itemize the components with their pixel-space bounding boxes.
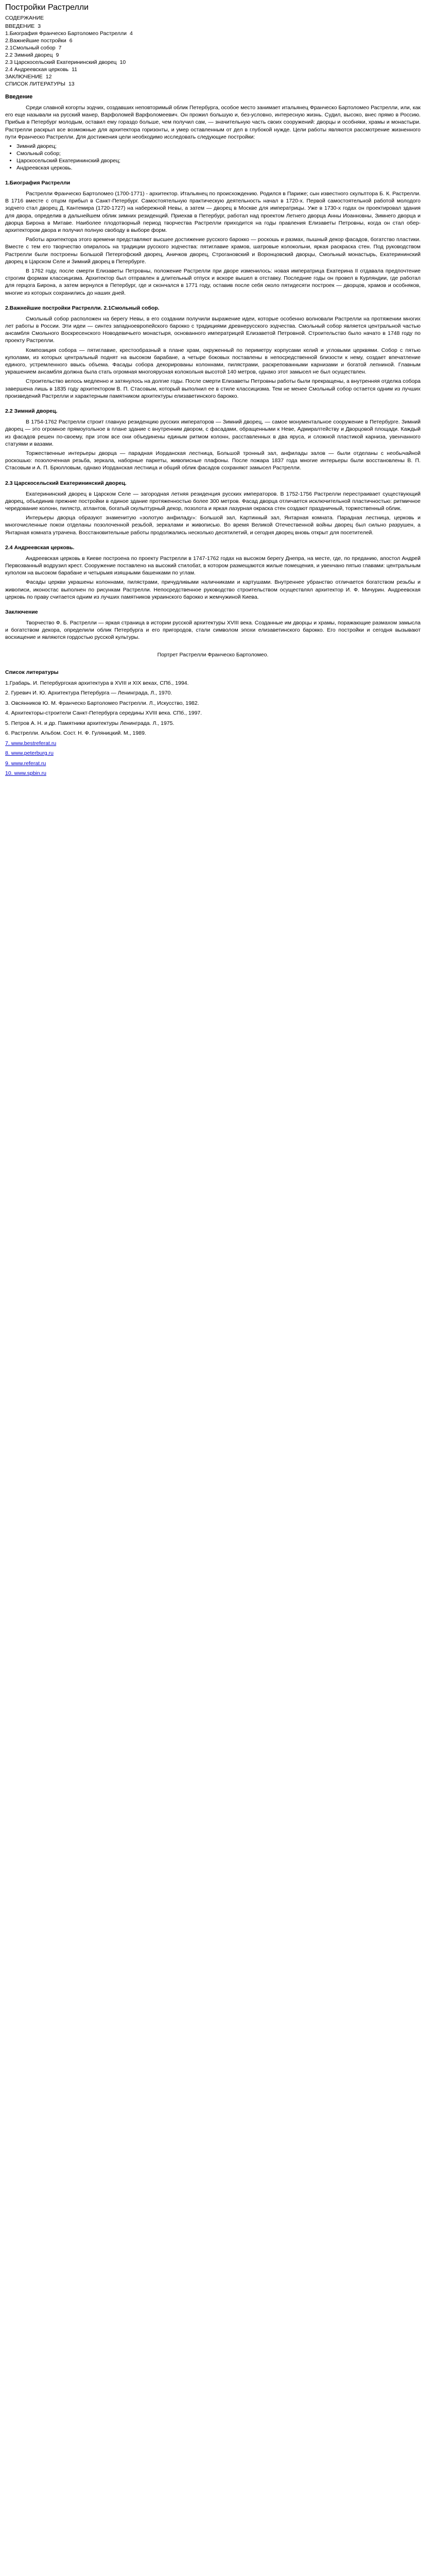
literature-link[interactable]: 7. www.bestreferat.ru bbox=[5, 740, 57, 747]
paragraph: Смольный собор расположен на берегу Невы, в его создании получили выражение идеи, которые особенно волновали Растрелли на протяжении многих лет работы в России. Эти идеи — синтез западноевропейского барокко с традициями древнерусского зодчества. Смольный собор является центральной частью ансамбля Смольного Воскресенского Новодевичьего монастыря, основанного императрицей Елизаветой Петровной. Строительство было начато в 1748 году по проекту Растрелли. bbox=[5, 315, 421, 344]
paragraph: Композиция собора — пятиглавие, крестообразный в плане храм, окруженный по периметру корпусами келий и угловыми церквями. Собор с пятью куполами, из которых центральный поднят на высоком барабане, а четыре боковых поставлены в непосредственной близости к нему, создает впечатление единого, устремленного ввысь объема. Фасады собора декорированы колоннами, пилястрами, раскрепованными карнизами и богатой лепниной. Главным украшением ансамбля должна была стать огромная многоярусная колокольня высотой 140 метров, однако этот замысел не был осуществлен. bbox=[5, 347, 421, 376]
list-item: • Андреевская церковь. bbox=[16, 164, 421, 172]
toc-item-label: ВВЕДЕНИЕ bbox=[5, 23, 35, 29]
section-heading-intro: Введение bbox=[5, 94, 33, 100]
toc-item[interactable] bbox=[5, 59, 421, 66]
document-page bbox=[0, 0, 426, 785]
page-title: Постройки Растрелли bbox=[5, 3, 89, 12]
section-heading-conclusion: Заключение bbox=[5, 608, 38, 615]
literature-item: 3. Овсянников Ю. М. Франческо Бартоломео Растрелли. Л., Искусство, 1982. bbox=[5, 700, 199, 706]
section-heading-winter-palace: 2.2 Зимний дворец. bbox=[5, 408, 58, 415]
intro-body bbox=[5, 104, 421, 141]
conclusion-body bbox=[5, 619, 421, 641]
toc-item[interactable] bbox=[5, 44, 421, 52]
section-heading-st-andrew-church: 2.4 Андреевская церковь. bbox=[5, 544, 75, 551]
literature-item: 5. Петров А. Н. и др. Памятники архитектуры Ленинграда. Л., 1975. bbox=[5, 720, 175, 726]
list-item: • Царскосельский Екатерининский дворец; bbox=[16, 157, 421, 164]
toc-item-page: 13 bbox=[68, 81, 75, 87]
literature-item: 4. Архитекторы-строители Санкт-Петербурга середины XVIII века. СПб., 1997. bbox=[5, 710, 202, 717]
heading-part: 2.1Смольный собор. bbox=[103, 304, 160, 311]
paragraph: Растрелли Франческо Бартоломео (1700-1771) - архитектор. Итальянец по происхождению. Родился в Париже; сын известного скульптора Б. К. Растрелли. В 1716 вместе с отцом прибыл в Санкт-Петербург. Самостоятельную практическую деятельность начал в 1720-х. Первой самостоятельной работой молодого зодчего стал дворец Д. Кантемира (1720-1727) на набережной Невы, а затем — дворец в Москве для императрицы. Уже в 1730-х годах он проектировал здания для двора, определив в дальнейшем облик зимних резиденций. Приехав в Петербург, работал над проектом Летнего дворца Анны Иоанновны, Зимнего дворца и дворца Бирона в Митаве. Наиболее плодотворный период творчества Растрелли приходится на годы правления Елизаветы Петровны, когда он стал обер-архитектором двора и получил полную свободу в выборе форм. bbox=[5, 191, 421, 234]
list-item: • Смольный собор; bbox=[16, 150, 421, 157]
paragraph: В 1762 году, после смерти Елизаветы Петровны, положение Растрелли при дворе изменилось: новая императрица Екатерина II отдавала предпочтение строгим формам классицизма. Архитектор был отправлен в длительный отпуск и вскоре вышел в отставку. Последние годы он провел в Курляндии, где работал для герцога Бирона, а затем вернулся в Петербург, где и скончался в 1771 году, оставив после себя около пятидесяти построек — дворцов, храмов и особняков, многие из которых сохранились до наших дней. bbox=[5, 268, 421, 296]
toc-item-label: 2.3 Царскосельский Екатерининский дворец bbox=[5, 59, 117, 65]
toc-item-page: 10 bbox=[119, 59, 126, 65]
toc-item[interactable] bbox=[5, 80, 421, 88]
toc-item-page: 11 bbox=[72, 66, 78, 73]
portrait-caption: Портрет Растрелли Франческо Бартоломео. bbox=[157, 651, 269, 658]
paragraph: Екатерининский дворец в Царском Селе — загородная летняя резиденция русских императоров. В 1752-1756 Растрелли перестраивает существующий дворец, объединив прежние постройки в единое здание протяженностью более 300 метров. Фасад дворца отличается исключительной пластичностью: ритмичное чередование колонн, пилястр, атлантов, богатый скульптурный декор, позолота и яркая лазурная окраска стен создают праздничный, торжественный облик. bbox=[5, 490, 421, 512]
literature-item: 6. Растрелли. Альбом. Сост. Н. Ф. Гуляницкий. М., 1989. bbox=[5, 730, 146, 737]
toc-item-label: 2.Важнейшие постройки bbox=[5, 38, 66, 44]
literature-list bbox=[5, 680, 421, 777]
paragraph: Работы архитектора этого времени представляют высшее достижение русского барокко — роскошь и размах, пышный декор фасадов, богатство пластики. Вместе с тем его творчество опиралось на традиции русского зодчества: пятиглавие храмов, шатровые колокольни, яркая раскраска стен. Под руководством Растрелли были построены Большой Петергофский дворец, Аничков дворец, Строгановский и Воронцовский дворцы, Смольный монастырь, Екатерининский дворец в Царском Селе и Зимний дворец в Петербурге. bbox=[5, 236, 421, 265]
toc-heading: СОДЕРЖАНИЕ bbox=[5, 15, 44, 21]
toc-item-page: 3 bbox=[38, 23, 41, 29]
paragraph: Торжественные интерьеры дворца — парадная Иорданская лестница, Большой тронный зал, анфилады залов — были отделаны с необычайной роскошью: позолоченная резьба, зеркала, наборные паркеты, живописные плафоны. После пожара 1837 года многие интерьеры были восстановлены В. П. Стасовым и А. П. Брюлловым, однако Иорданская лестница и общий облик фасадов сохраняют замысел Растрелли. bbox=[5, 450, 421, 471]
paragraph: Среди славной когорты зодчих, создавших неповторимый облик Петербурга, особое место занимает итальянец Франческо Бартоломео Растрелли, или, как его еще называли на русский манер, Варфоломей Варфоломеевич. Он прожил большую и, без-условно, интересную жизнь. Судил, высоко, внес прямо в Россию. Прибыв в Петербург молодым, оставил ему гораздо больше, чем получил сам, — значительную часть своих сооружений: дворцы и особняки, храмы и монастыри. Растрелли раскрыл все возможные для архитектора горизонты, и умер оставленным от дел в глубокой нужде. Цели работы являются рассмотрение жизненного пути Франческо Растрелли. Для достижения цели необходимо исследовать следующие постройки: bbox=[5, 105, 421, 140]
toc-item[interactable] bbox=[5, 52, 421, 59]
toc-item-page: 4 bbox=[130, 30, 133, 37]
biography-body bbox=[5, 190, 421, 297]
paragraph: Андреевская церковь в Киеве построена по проекту Растрелли в 1747-1762 годах на высоком берегу Днепра, на месте, где, по преданию, апостол Андрей Первозванный водрузил крест. Сооружение поставлено на высокий стилобат, в котором размещаются жилые помещения, и увенчано пятью главами: центральным куполом на высоком барабане и четырьмя изящными башенками по углам. bbox=[5, 555, 421, 577]
toc-item-page: 6 bbox=[69, 38, 73, 44]
toc-item-label: 2.2 Зимний дворец bbox=[5, 52, 53, 58]
toc-item-page: 9 bbox=[56, 52, 59, 58]
toc-item-label: 1.Биография Франческо Бартоломео Растрелли bbox=[5, 30, 127, 37]
toc-item[interactable] bbox=[5, 66, 421, 73]
literature-link[interactable]: 10. www.spbin.ru bbox=[5, 770, 46, 777]
bullet-list bbox=[5, 143, 421, 172]
list-item: • Зимний дворец; bbox=[16, 143, 421, 150]
toc-item[interactable] bbox=[5, 23, 421, 30]
literature-item: 1.Грабарь. И. Петербургская архитектура в XVIII и XIX веках, СПб., 1994. bbox=[5, 680, 189, 686]
paragraph: Фасады церкви украшены колоннами, пилястрами, причудливыми наличниками и картушами. Внутреннее убранство отличается богатством резьбы и живописи, иконостас выполнен по рисункам Растрелли. Непосредственное руководство строительством осуществлял архитектор И. Ф. Мичурин. Андреевская церковь по праву считается одним из лучших памятников украинского барокко и жемчужиной Киева. bbox=[5, 579, 421, 600]
paragraph: Интерьеры дворца образуют знаменитую «золотую анфиладу»: Большой зал, Картинный зал, Янтарная комната. Парадная лестница, церковь и многочисленные покои отделаны позолоченной резьбой, зеркалами и живописью. Во время Великой Отечественной войны дворец был сильно разрушен, а Янтарная комната утрачена. Восстановительные работы продолжались несколько десятилетий, и сегодня дворец вновь открыт для посетителей. bbox=[5, 515, 421, 536]
toc-item-label: СПИСОК ЛИТЕРАТУРЫ bbox=[5, 81, 65, 87]
section-heading-biography: 1.Биография Растрелли bbox=[5, 180, 71, 187]
toc-list bbox=[5, 23, 421, 88]
winter-palace-body bbox=[5, 418, 421, 471]
paragraph: В 1754-1762 Растрелли строит главную резиденцию русских императоров — Зимний дворец, — самое монументальное сооружение в Петербурге. Зимний дворец — это огромное прямоугольное в плане здание с внутренним двором, с фасадами, обращенными к Неве, Адмиралтейству и Дворцовой площади. Каждый из фасадов решен по-своему, при этом все они объединены единым ритмом колонн, расставленных в два яруса, и сложной пластикой карниза, увенчанного статуями и вазами. bbox=[5, 419, 421, 447]
catherine-palace-body bbox=[5, 490, 421, 536]
toc-item-label: 2.4 Андреевская церковь bbox=[5, 66, 69, 73]
st-andrew-church-body bbox=[5, 555, 421, 601]
toc-item[interactable] bbox=[5, 37, 421, 44]
toc-item[interactable] bbox=[5, 73, 421, 80]
toc-item-label: ЗАКЛЮЧЕНИЕ bbox=[5, 74, 43, 80]
section-heading-literature: Список литературы bbox=[5, 669, 59, 675]
toc-item-label: 2.1Смольный собор bbox=[5, 45, 56, 51]
heading-part: 2.Важнейшие постройки Растрелли. bbox=[5, 304, 102, 311]
section-heading-catherine-palace: 2.3 Царскосельский Екатерининский дворец. bbox=[5, 480, 127, 486]
paragraph: Строительство велось медленно и затянулось на долгие годы. После смерти Елизаветы Петровны работы были прекращены, а внутренняя отделка собора завершена лишь в 1835 году архитектором В. П. Стасовым, который выполнил ее в стиле классицизма. Тем не менее Смольный собор остается одним из лучших произведений Растрелли и характерным памятником архитектуры елизаветинского барокко. bbox=[5, 378, 421, 399]
literature-item: 2. Гуревич И. Ю. Архитектура Петербурга — Ленинграда, Л., 1970. bbox=[5, 690, 172, 697]
toc-item-page: 7 bbox=[58, 45, 62, 51]
toc-item[interactable] bbox=[5, 30, 421, 37]
paragraph: Творчество Ф. Б. Растрелли — яркая страница в истории русской архитектуры XVIII века. Созданные им дворцы и храмы, поражающие размахом замысла и богатством декора, определили облик Петербурга и его пригородов, стали символом эпохи елизаветинского барокко. Его постройки и сегодня вызывают восхищение и являются гордостью русской культуры. bbox=[5, 619, 421, 641]
smolny-body bbox=[5, 315, 421, 400]
toc-item-page: 12 bbox=[45, 74, 52, 80]
literature-link[interactable]: 9. www.referat.ru bbox=[5, 760, 46, 767]
table-of-contents bbox=[5, 14, 421, 88]
section-heading-buildings bbox=[5, 305, 421, 311]
literature-link[interactable]: 8. www.peterburg.ru bbox=[5, 750, 54, 757]
